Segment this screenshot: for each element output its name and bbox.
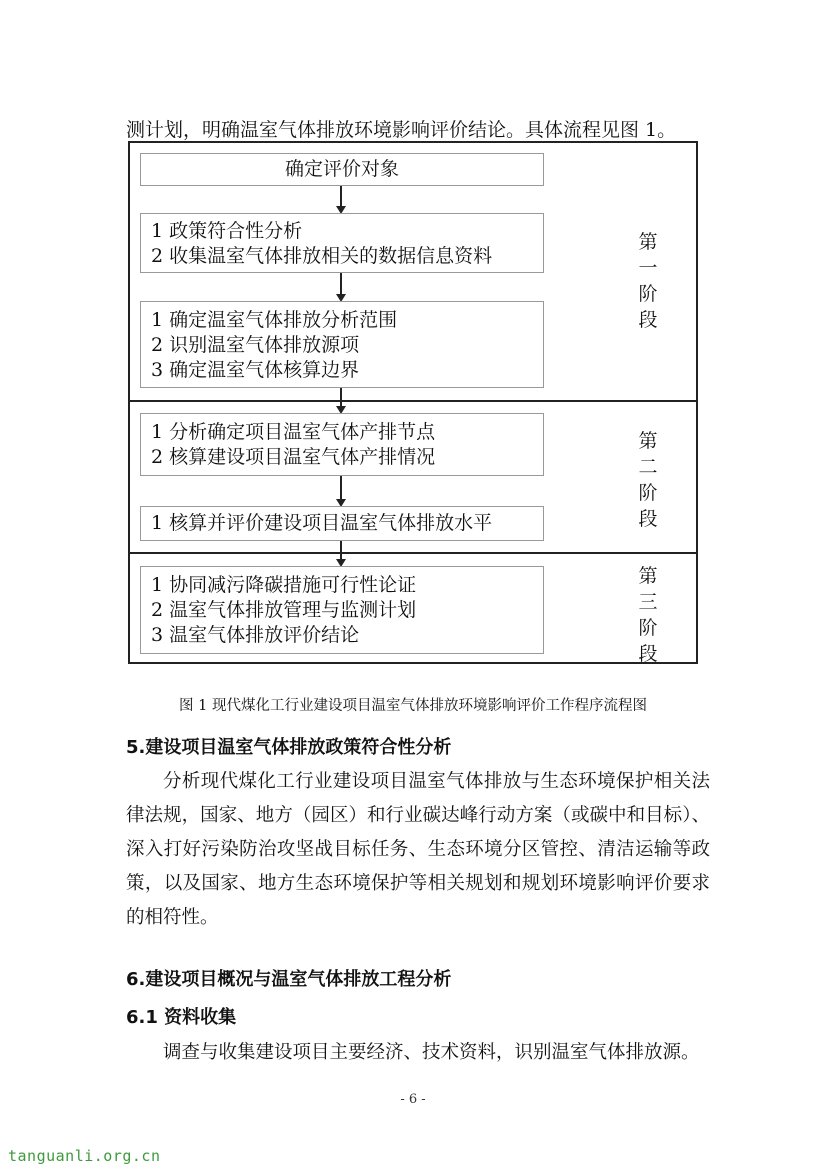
flow-box-1: [140, 153, 544, 186]
flow-arrow-4: [340, 476, 342, 505]
flow-box-3-line-2: 2 识别温室气体排放源项: [151, 334, 360, 356]
intro-text: 测计划，明确温室气体排放环境影响评价结论。具体流程见图 1。: [126, 119, 677, 141]
flow-box-6: [140, 566, 544, 654]
flow-box-6-line-1: 1 协同减污降碳措施可行性论证: [151, 574, 417, 596]
stage-label-2: 第 二 阶 段: [638, 430, 658, 530]
section-6-heading: 6.建设项目概况与温室气体排放工程分析: [126, 969, 452, 990]
flow-box-2: [140, 213, 544, 273]
stage-label-1: 第 一 阶 段: [638, 231, 658, 331]
section-5-paragraph: 分析现代煤化工行业建设项目温室气体排放与生态环境保护相关法律法规，国家、地方（园区）和行业碳达峰行动方案（或碳中和目标）、深入打好污染防治攻坚战目标任务、生态环境分区管控、清洁运输等政策，以及国家、地方生态环境保护等相关规划和规划环境影响评价要求的相符性。: [126, 771, 710, 928]
flow-box-2-line-1: 1 政策符合性分析: [151, 220, 303, 242]
flow-box-4: [140, 413, 544, 476]
flow-box-3-line-1: 1 确定温室气体排放分析范围: [151, 309, 398, 331]
flow-box-1-line-1: 确定评价对象: [284, 158, 399, 180]
flow-arrow-1: [340, 186, 342, 212]
flow-arrow-3: [340, 388, 342, 412]
flow-box-5-line-1: 1 核算并评价建设项目温室气体排放水平: [151, 512, 493, 534]
flow-box-4-line-2: 2 核算建设项目温室气体产排情况: [151, 446, 436, 468]
stage-divider-1: [130, 400, 696, 402]
flowchart: [128, 141, 698, 664]
flow-box-2-line-2: 2 收集温室气体排放相关的数据信息资料: [151, 245, 493, 267]
page-number: - 6 -: [400, 1092, 426, 1107]
section-5-heading: 5.建设项目温室气体排放政策符合性分析: [126, 737, 452, 758]
flow-arrow-5: [340, 541, 342, 565]
stage-divider-2: [130, 552, 696, 554]
figure-caption: 图 1 现代煤化工行业建设项目温室气体排放环境影响评价工作程序流程图: [179, 698, 647, 714]
flow-box-6-line-2: 2 温室气体排放管理与监测计划: [151, 599, 417, 621]
flow-box-4-line-1: 1 分析确定项目温室气体产排节点: [151, 421, 436, 443]
section-6-1-paragraph: 调查与收集建设项目主要经济、技术资料，识别温室气体排放源。: [163, 1042, 700, 1063]
flow-box-5: [140, 506, 544, 541]
flow-box-3-line-3: 3 确定温室气体核算边界: [151, 359, 360, 381]
watermark: tanguanli.org.cn: [8, 1147, 161, 1165]
flow-box-6-line-3: 3 温室气体排放评价结论: [151, 624, 360, 646]
stage-label-3: 第 三 阶 段: [638, 565, 658, 665]
flow-arrow-2: [340, 273, 342, 300]
section-6-1-heading: 6.1 资料收集: [126, 1007, 237, 1028]
flow-box-3: [140, 301, 544, 388]
